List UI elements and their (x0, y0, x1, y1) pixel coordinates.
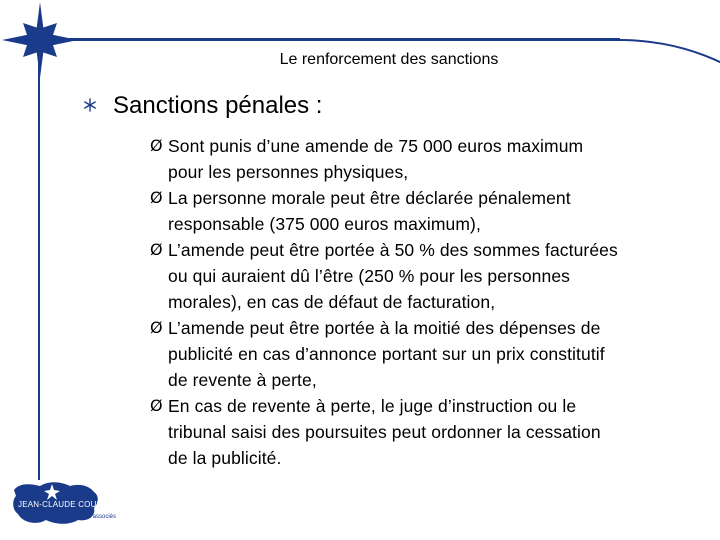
arrow-bullet-icon: Ø (150, 240, 163, 259)
list-item-line: ou qui auraient dû l’être (250 % pour les personnes (168, 266, 571, 286)
list-item-line: tribunal saisi des poursuites peut ordonner la cessation (168, 422, 601, 442)
list-item-line: responsable (375 000 euros maximum), (168, 214, 481, 234)
asterisk-bullet-icon (82, 97, 98, 113)
arrow-bullet-icon: Ø (150, 318, 163, 337)
arrow-bullet-icon: Ø (150, 136, 163, 155)
list-item (150, 393, 710, 471)
list-item (150, 185, 710, 237)
logo-subtitle: et associés (86, 514, 117, 520)
list-item-line: Sont punis d’une amende de 75 000 euros maximum (168, 136, 584, 156)
bullet-list (150, 133, 710, 471)
logo-name: JEAN-CLAUDE COULON (18, 500, 114, 509)
list-item (150, 237, 710, 315)
section-heading: Sanctions pénales : (113, 92, 323, 119)
list-item-line: pour les personnes physiques, (168, 162, 409, 182)
list-item-line: publicité en cas d’annonce portant sur un prix constitutif (168, 344, 605, 364)
list-item-line: de revente à perte, (168, 370, 317, 390)
list-item-line: de la publicité. (168, 448, 282, 468)
list-item-line: La personne morale peut être déclarée pénalement (168, 188, 571, 208)
list-item-line: En cas de revente à perte, le juge d’instruction ou le (168, 396, 577, 416)
list-item-line: morales), en cas de défaut de facturation, (168, 292, 496, 312)
company-logo (10, 478, 130, 530)
list-item (150, 315, 710, 393)
slide-title: Le renforcement des sanctions (279, 51, 499, 68)
list-item (150, 133, 710, 185)
list-item-line: L’amende peut être portée à 50 % des sommes facturées (168, 240, 618, 260)
arrow-bullet-icon: Ø (150, 396, 163, 415)
list-item-line: L’amende peut être portée à la moitié des dépenses de (168, 318, 601, 338)
arrow-bullet-icon: Ø (150, 188, 163, 207)
